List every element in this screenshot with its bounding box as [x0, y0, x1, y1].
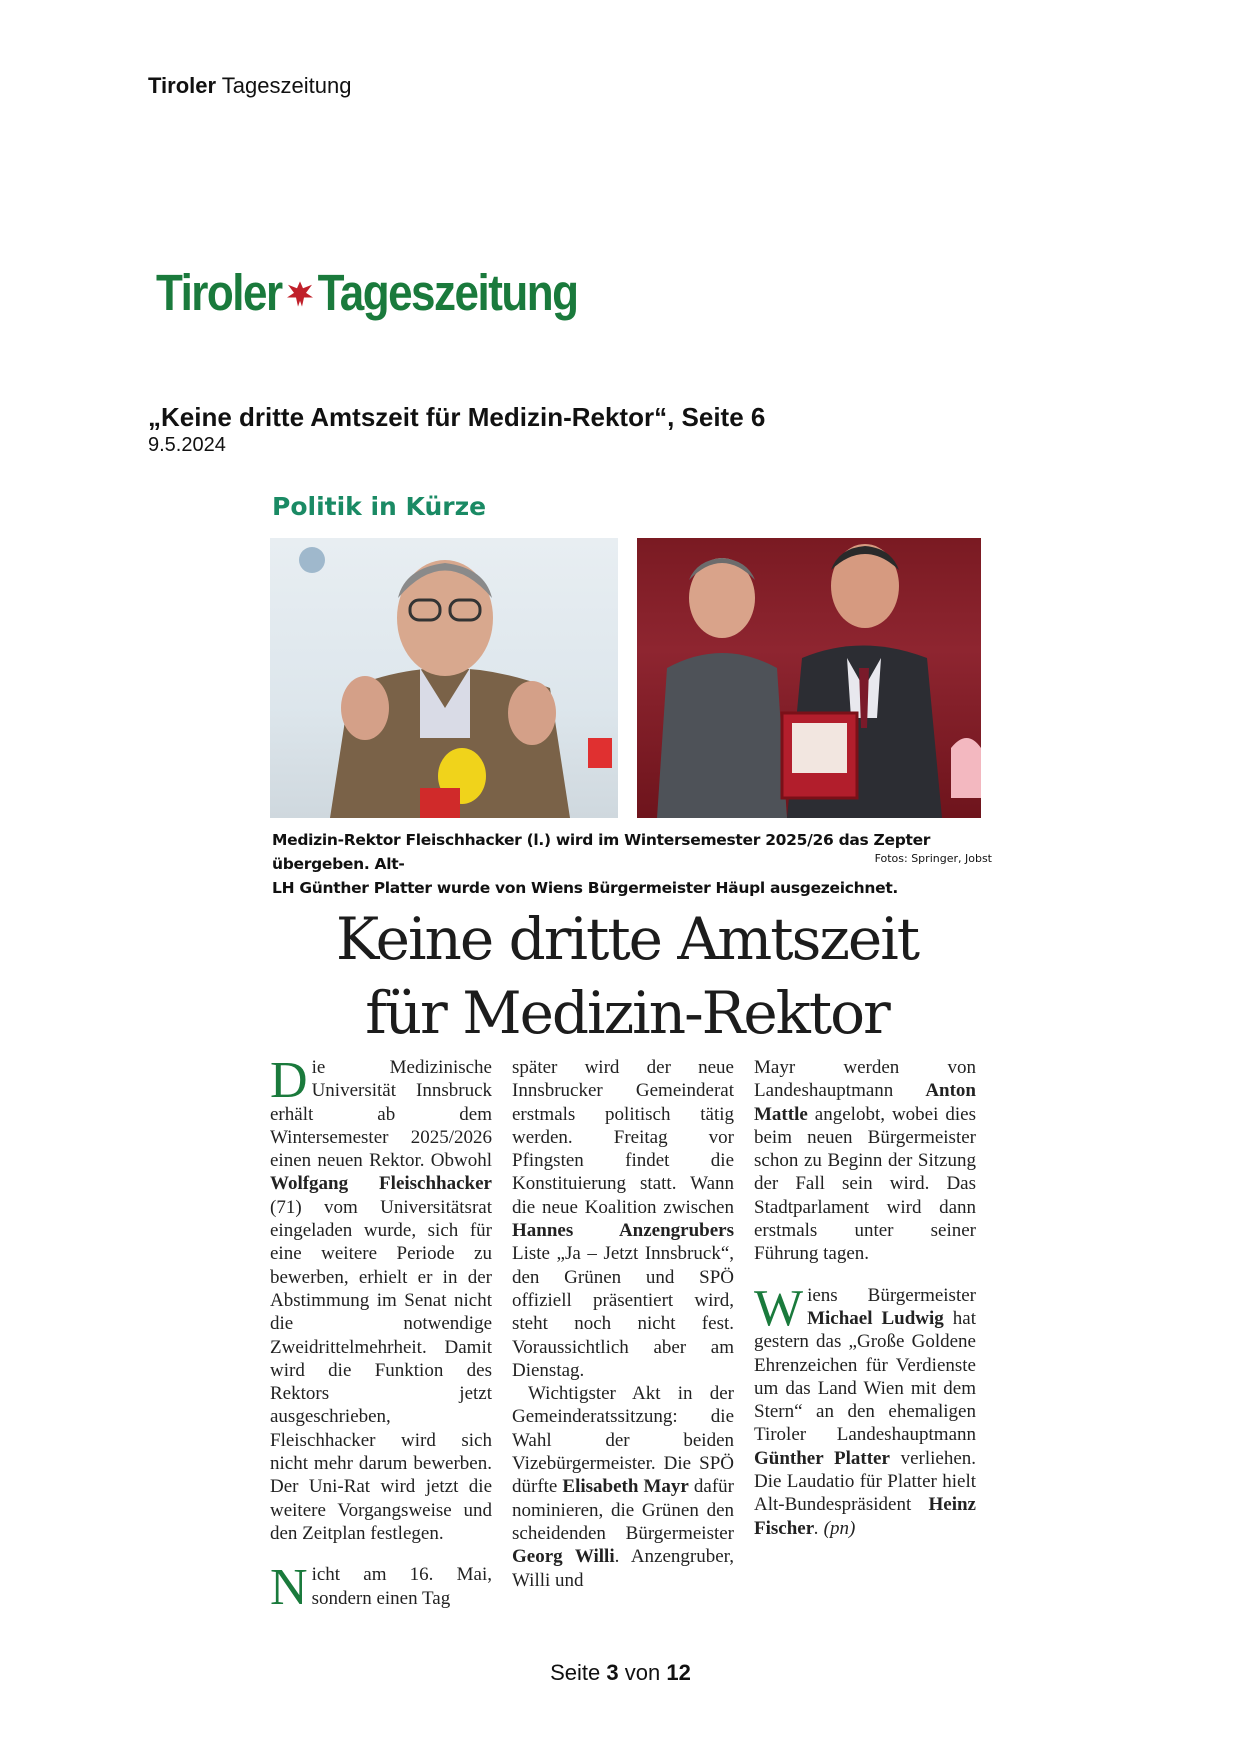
- text-run: icht am 16. Mai, sondern einen Tag: [311, 1564, 492, 1609]
- footer-total-pages: 12: [666, 1660, 691, 1685]
- paragraph: [270, 1052, 492, 1545]
- photo-fleischhacker: [270, 538, 618, 818]
- text-run: verliehen. Die Laudatio für Platter hielt Alt-Bundespräsident: [754, 1447, 976, 1516]
- header-brand-bold: Tiroler: [148, 73, 217, 98]
- article-body: [270, 1052, 990, 1617]
- header-brand-regular: Tageszeitung: [221, 73, 352, 98]
- text-run: iens Bürgermeister: [807, 1284, 976, 1306]
- text-run: . Anzengruber, Willi und: [512, 1546, 734, 1591]
- text-run: hat gestern das „Große Goldene Ehrenzeichen für Verdienste um das Land Wien mit dem Stern“ an den ehemaligen Tiroler Landeshauptmann: [754, 1307, 977, 1446]
- paragraph: [270, 1559, 492, 1617]
- article-headline: [262, 902, 992, 1050]
- page-header: [148, 73, 351, 99]
- text-run: (71) vom Universitätsrat eingeladen wurde, sich für eine weitere Periode zu bewerben, erhielt er in der Abstimmung im Senat nicht die notwendige Zweidrittelmehrheit. Damit wird die Funktion des Rektors jetzt ausgeschrieben, Fleischhacker wird sich nicht mehr darum bewerben. Der Uni-Rat wird jetzt die weitere Vorgangsweise und den Zeitplan festlegen.: [270, 1196, 492, 1544]
- newspaper-logo: [156, 257, 578, 331]
- footer-prefix: Seite: [550, 1660, 601, 1685]
- paragraph: [512, 1056, 734, 1382]
- caption-line-1: Medizin-Rektor Fleischhacker (l.) wird im Wintersemester 2025/26 das Zepter übergeben. Alt-: [272, 831, 931, 873]
- person-name: Wolfgang Fleischhacker: [270, 1173, 492, 1195]
- logo-text-left: Tiroler: [156, 265, 282, 322]
- person-name: Hannes Anzengrubers: [512, 1220, 734, 1242]
- footer-mid: von: [624, 1660, 661, 1685]
- person-name: Heinz Fischer: [754, 1494, 976, 1539]
- photo-portrait-illustration: [270, 538, 618, 818]
- drop-cap: N: [270, 1559, 308, 1617]
- headline-line-2: für Medizin-Rektor: [365, 979, 889, 1047]
- author-initials: . (pn): [814, 1517, 856, 1539]
- newspaper-clipping: [262, 482, 992, 1622]
- photo-credit: Fotos: Springer, Jobst: [874, 852, 992, 865]
- article-reference-title: „Keine dritte Amtszeit für Medizin-Rektor“, Seite 6: [148, 402, 766, 432]
- drop-cap: W: [754, 1279, 804, 1337]
- footer-page-number: 3: [606, 1660, 619, 1685]
- person-name: Günther Platter: [754, 1447, 890, 1469]
- logo-text-right: Tageszeitung: [317, 265, 578, 322]
- article-reference-date: 9.5.2024: [148, 434, 226, 456]
- text-run: angelobt, wobei dies beim neuen Bürgermeister schon zu Beginn der Sitzung der Fall sein wird. Das Stadtparlament wird dann erstmals unter seiner Führung tagen.: [754, 1103, 976, 1265]
- paragraph: [754, 1279, 977, 1540]
- eagle-icon: [285, 277, 315, 312]
- paragraph: [754, 1056, 976, 1266]
- paragraph: [512, 1382, 734, 1592]
- headline-line-1: Keine dritte Amtszeit: [335, 905, 919, 973]
- photo-award-illustration: [637, 538, 981, 818]
- person-name: Anton Mattle: [754, 1080, 976, 1125]
- drop-cap: D: [270, 1052, 308, 1109]
- person-name: Georg Willi: [512, 1546, 615, 1568]
- person-name: Michael Ludwig: [807, 1307, 944, 1329]
- text-run: Wichtigster Akt in der Gemeinderatssitzung: die Wahl der beiden Vizebürgermeister. Die SPÖ dürfte: [512, 1383, 734, 1498]
- article-column-1: [270, 1052, 492, 1617]
- text-run: dafür nominieren, die Grünen den scheidenden Bürgermeister: [512, 1476, 734, 1544]
- article-column-2: [512, 1056, 734, 1592]
- article-column-3: [754, 1056, 976, 1540]
- text-run: Mayr werden von Landeshauptmann: [754, 1057, 976, 1102]
- photo-ludwig-platter: [637, 538, 981, 818]
- section-kicker: Politik in Kürze: [272, 492, 487, 521]
- text-run: Liste „Ja – Jetzt Innsbruck“, den Grünen und SPÖ offiziell präsentiert wird, steht noch nicht fest. Voraussichtlich aber am Dienstag.: [512, 1243, 734, 1381]
- person-name: Elisabeth Mayr: [562, 1476, 689, 1498]
- page-footer: [0, 1660, 1241, 1686]
- text-run: ie Medizinische Universität Innsbruck erhält ab dem Wintersemester 2025/2026 einen neuen Rektor. Obwohl: [270, 1057, 492, 1172]
- text-run: später wird der neue Innsbrucker Gemeinderat erstmals politisch tätig werden. Freitag vor Pfingsten findet die Konstituierung statt. Wann die neue Koalition zwischen: [512, 1057, 734, 1218]
- caption-line-2: LH Günther Platter wurde von Wiens Bürgermeister Häupl ausgezeichnet.: [272, 879, 899, 897]
